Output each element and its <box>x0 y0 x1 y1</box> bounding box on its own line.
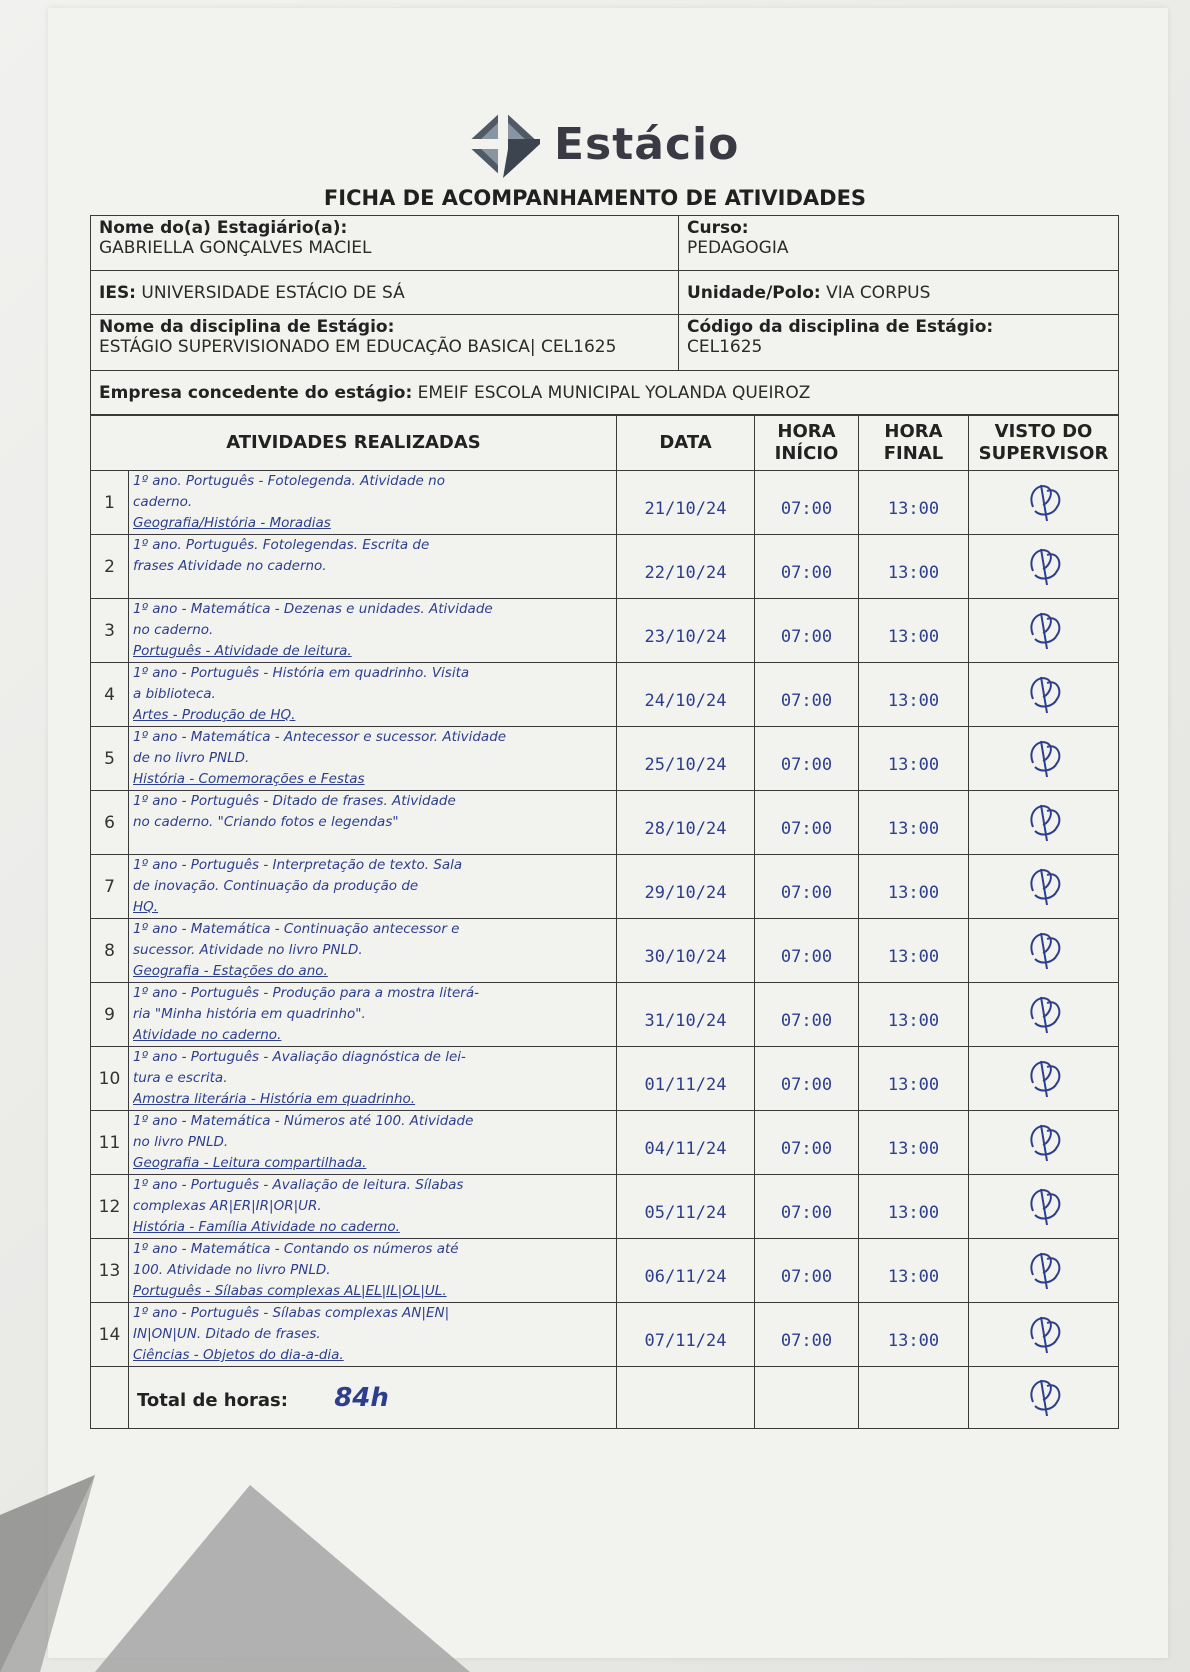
start-time-cell: 07:00 <box>755 663 859 727</box>
signature-cell <box>969 535 1119 599</box>
end-time-cell: 13:00 <box>859 855 969 919</box>
header-form <box>90 215 1119 415</box>
activity-cell <box>129 599 617 663</box>
supervisor-signature-icon <box>1019 1179 1069 1231</box>
table-row <box>91 791 1119 855</box>
ies-cell <box>91 271 679 315</box>
signature-cell <box>969 855 1119 919</box>
activity-cell <box>129 471 617 535</box>
activity-cell <box>129 1239 617 1303</box>
activity-line-3: Geografia - Leitura compartilhada. <box>133 1155 367 1171</box>
activity-line-1: 1º ano. Português - Fotolegenda. Atividade no <box>133 473 445 489</box>
activity-line-3: Português - Atividade de leitura. <box>133 643 352 659</box>
row-number: 10 <box>91 1047 129 1111</box>
date-cell: 29/10/24 <box>617 855 755 919</box>
curso-cell <box>679 216 1119 271</box>
col-hora-inicio: HORA INÍCIO <box>755 416 859 471</box>
signature-cell <box>969 1175 1119 1239</box>
end-time-cell: 13:00 <box>859 1303 969 1367</box>
activity-cell <box>129 791 617 855</box>
total-label: Total de horas: <box>137 1389 288 1411</box>
ies-label: IES: <box>99 282 136 303</box>
activity-line-2: caderno. <box>133 494 193 510</box>
start-time-cell: 07:00 <box>755 919 859 983</box>
signature-cell <box>969 1239 1119 1303</box>
activity-line-3: Artes - Produção de HQ. <box>133 707 296 723</box>
table-row <box>91 855 1119 919</box>
activity-line-1: 1º ano - Português - Avaliação diagnóstica de lei- <box>133 1049 466 1065</box>
activity-line-1: 1º ano - Português - Produção para a mostra literá- <box>133 985 479 1001</box>
table-row <box>91 1239 1119 1303</box>
row-number: 1 <box>91 471 129 535</box>
supervisor-signature-icon <box>1019 1243 1069 1295</box>
activity-line-1: 1º ano - Português - Avaliação de leitura. Sílabas <box>133 1177 464 1193</box>
date-cell: 22/10/24 <box>617 535 755 599</box>
end-time-cell: 13:00 <box>859 1239 969 1303</box>
table-row <box>91 727 1119 791</box>
activity-cell <box>129 919 617 983</box>
start-time-cell: 07:00 <box>755 983 859 1047</box>
date-cell: 07/11/24 <box>617 1303 755 1367</box>
supervisor-signature-icon <box>1019 603 1069 655</box>
activity-cell <box>129 727 617 791</box>
start-time-cell: 07:00 <box>755 791 859 855</box>
end-time-cell: 13:00 <box>859 1111 969 1175</box>
activity-line-3: Geografia - Estações do ano. <box>133 963 328 979</box>
activities-header-row <box>91 416 1119 471</box>
table-row <box>91 471 1119 535</box>
date-cell: 30/10/24 <box>617 919 755 983</box>
supervisor-signature-icon <box>1019 1372 1069 1420</box>
activity-line-1: 1º ano - Matemática - Antecessor e sucessor. Atividade <box>133 729 507 745</box>
supervisor-signature-icon <box>1019 923 1069 975</box>
activity-cell <box>129 983 617 1047</box>
activities-table <box>90 415 1119 1429</box>
estagiario-cell <box>91 216 679 271</box>
supervisor-signature-icon <box>1019 539 1069 591</box>
activity-line-2: 100. Atividade no livro PNLD. <box>133 1262 331 1278</box>
date-cell: 23/10/24 <box>617 599 755 663</box>
start-time-cell: 07:00 <box>755 855 859 919</box>
date-cell: 21/10/24 <box>617 471 755 535</box>
supervisor-signature-icon <box>1019 667 1069 719</box>
col-visto: VISTO DO SUPERVISOR <box>969 416 1119 471</box>
activity-line-1: 1º ano - Português - Sílabas complexas AN|EN| <box>133 1305 450 1321</box>
end-time-cell: 13:00 <box>859 727 969 791</box>
activity-line-2: complexas AR|ER|IR|OR|UR. <box>133 1198 322 1214</box>
end-time-cell: 13:00 <box>859 1175 969 1239</box>
total-date-cell <box>617 1367 755 1429</box>
activity-cell <box>129 1111 617 1175</box>
total-signature-cell <box>969 1367 1119 1429</box>
activity-line-1: 1º ano. Português. Fotolegendas. Escrita de <box>133 537 430 553</box>
signature-cell <box>969 471 1119 535</box>
signature-cell <box>969 663 1119 727</box>
activity-line-2: frases Atividade no caderno. <box>133 558 327 574</box>
activity-line-3: HQ. <box>133 899 159 915</box>
supervisor-signature-icon <box>1019 1307 1069 1359</box>
row-number: 8 <box>91 919 129 983</box>
activity-line-2: de no livro PNLD. <box>133 750 250 766</box>
date-cell: 05/11/24 <box>617 1175 755 1239</box>
end-time-cell: 13:00 <box>859 663 969 727</box>
row-number: 14 <box>91 1303 129 1367</box>
activity-line-2: a biblioteca. <box>133 686 216 702</box>
table-row <box>91 535 1119 599</box>
start-time-cell: 07:00 <box>755 471 859 535</box>
total-end-cell <box>859 1367 969 1429</box>
col-hora-final: HORA FINAL <box>859 416 969 471</box>
activity-line-3: História - Família Atividade no caderno. <box>133 1219 400 1235</box>
activity-line-1: 1º ano - Português - História em quadrinho. Visita <box>133 665 470 681</box>
activity-line-3: Ciências - Objetos do dia-a-dia. <box>133 1347 344 1363</box>
row-number: 3 <box>91 599 129 663</box>
start-time-cell: 07:00 <box>755 1111 859 1175</box>
activity-line-1: 1º ano - Matemática - Contando os números até <box>133 1241 459 1257</box>
row-number: 4 <box>91 663 129 727</box>
end-time-cell: 13:00 <box>859 1047 969 1111</box>
end-time-cell: 13:00 <box>859 599 969 663</box>
unidade-label: Unidade/Polo: <box>687 282 821 303</box>
document-title: FICHA DE ACOMPANHAMENTO DE ATIVIDADES <box>323 186 867 210</box>
row-number: 7 <box>91 855 129 919</box>
row-number: 11 <box>91 1111 129 1175</box>
activity-line-2: tura e escrita. <box>133 1070 228 1086</box>
col-atividades: ATIVIDADES REALIZADAS <box>91 416 617 471</box>
end-time-cell: 13:00 <box>859 471 969 535</box>
disciplina-label: Nome da disciplina de Estágio: <box>99 317 395 337</box>
signature-cell <box>969 1303 1119 1367</box>
codigo-cell <box>679 315 1119 371</box>
activity-line-1: 1º ano - Português - Ditado de frases. Atividade <box>133 793 456 809</box>
estagiario-label: Nome do(a) Estagiário(a): <box>99 218 348 238</box>
table-row <box>91 1303 1119 1367</box>
activity-line-3: Geografia/História - Moradias <box>133 515 331 531</box>
activity-line-3: Atividade no caderno. <box>133 1027 282 1043</box>
unidade-cell <box>679 271 1119 315</box>
start-time-cell: 07:00 <box>755 599 859 663</box>
estacio-brand-text: Estácio <box>554 118 740 170</box>
col-data: DATA <box>617 416 755 471</box>
start-time-cell: 07:00 <box>755 535 859 599</box>
signature-cell <box>969 1111 1119 1175</box>
empresa-value: EMEIF ESCOLA MUNICIPAL YOLANDA QUEIROZ <box>417 382 811 403</box>
end-time-cell: 13:00 <box>859 791 969 855</box>
activity-line-2: de inovação. Continuação da produção de <box>133 878 419 894</box>
activity-line-1: 1º ano - Matemática - Dezenas e unidades. Atividade <box>133 601 493 617</box>
activity-line-1: 1º ano - Matemática - Números até 100. Atividade <box>133 1113 474 1129</box>
table-row <box>91 983 1119 1047</box>
end-time-cell: 13:00 <box>859 983 969 1047</box>
date-cell: 25/10/24 <box>617 727 755 791</box>
disciplina-cell <box>91 315 679 371</box>
estacio-logo-mark <box>464 108 542 180</box>
start-time-cell: 07:00 <box>755 727 859 791</box>
activity-line-2: no caderno. "Criando fotos e legendas" <box>133 814 399 830</box>
table-row <box>91 919 1119 983</box>
supervisor-signature-icon <box>1019 987 1069 1039</box>
table-row <box>91 663 1119 727</box>
activity-cell <box>129 855 617 919</box>
signature-cell <box>969 919 1119 983</box>
curso-label: Curso: <box>687 218 749 238</box>
date-cell: 01/11/24 <box>617 1047 755 1111</box>
supervisor-signature-icon <box>1019 1115 1069 1167</box>
estacio-logo <box>464 108 739 180</box>
activity-line-2: no livro PNLD. <box>133 1134 229 1150</box>
row-number: 12 <box>91 1175 129 1239</box>
total-value: 84h <box>334 1382 389 1413</box>
curso-value: PEDAGOGIA <box>687 238 789 258</box>
start-time-cell: 07:00 <box>755 1047 859 1111</box>
activity-cell <box>129 1303 617 1367</box>
signature-cell <box>969 983 1119 1047</box>
date-cell: 24/10/24 <box>617 663 755 727</box>
corner-shadow-decoration <box>0 1382 470 1672</box>
end-time-cell: 13:00 <box>859 535 969 599</box>
signature-cell <box>969 727 1119 791</box>
total-start-cell <box>755 1367 859 1429</box>
table-row <box>91 599 1119 663</box>
date-cell: 28/10/24 <box>617 791 755 855</box>
activity-line-2: sucessor. Atividade no livro PNLD. <box>133 942 363 958</box>
signature-cell <box>969 599 1119 663</box>
row-number: 13 <box>91 1239 129 1303</box>
table-row <box>91 1175 1119 1239</box>
activity-cell <box>129 663 617 727</box>
codigo-value: CEL1625 <box>687 337 763 357</box>
start-time-cell: 07:00 <box>755 1239 859 1303</box>
supervisor-signature-icon <box>1019 859 1069 911</box>
start-time-cell: 07:00 <box>755 1175 859 1239</box>
empresa-label: Empresa concedente do estágio: <box>99 382 413 403</box>
activity-line-3: Português - Sílabas complexas AL|EL|IL|OL|UL. <box>133 1283 447 1299</box>
activity-line-3: Amostra literária - História em quadrinho. <box>133 1091 416 1107</box>
disciplina-value: ESTÁGIO SUPERVISIONADO EM EDUCAÇÃO BASICA| CEL1625 <box>99 337 617 357</box>
supervisor-signature-icon <box>1019 475 1069 527</box>
unidade-value: VIA CORPUS <box>826 282 931 303</box>
signature-cell <box>969 791 1119 855</box>
end-time-cell: 13:00 <box>859 919 969 983</box>
supervisor-signature-icon <box>1019 795 1069 847</box>
supervisor-signature-icon <box>1019 731 1069 783</box>
row-number: 2 <box>91 535 129 599</box>
date-cell: 31/10/24 <box>617 983 755 1047</box>
activity-line-3: História - Comemorações e Festas <box>133 771 365 787</box>
signature-cell <box>969 1047 1119 1111</box>
row-number: 5 <box>91 727 129 791</box>
activity-cell <box>129 535 617 599</box>
supervisor-signature-icon <box>1019 1051 1069 1103</box>
empresa-cell <box>91 371 1119 415</box>
date-cell: 06/11/24 <box>617 1239 755 1303</box>
ies-value: UNIVERSIDADE ESTÁCIO DE SÁ <box>141 282 405 303</box>
start-time-cell: 07:00 <box>755 1303 859 1367</box>
activity-line-2: IN|ON|UN. Ditado de frases. <box>133 1326 321 1342</box>
estagiario-value: GABRIELLA GONÇALVES MACIEL <box>99 238 372 258</box>
activity-line-2: ria "Minha história em quadrinho". <box>133 1006 366 1022</box>
row-number: 9 <box>91 983 129 1047</box>
activities-body <box>91 471 1119 1367</box>
activity-line-2: no caderno. <box>133 622 214 638</box>
table-row <box>91 1047 1119 1111</box>
activity-line-1: 1º ano - Português - Interpretação de texto. Sala <box>133 857 463 873</box>
row-number: 6 <box>91 791 129 855</box>
date-cell: 04/11/24 <box>617 1111 755 1175</box>
codigo-label: Código da disciplina de Estágio: <box>687 317 994 337</box>
activity-cell <box>129 1175 617 1239</box>
table-row <box>91 1111 1119 1175</box>
activity-line-1: 1º ano - Matemática - Continuação antecessor e <box>133 921 460 937</box>
activity-cell <box>129 1047 617 1111</box>
